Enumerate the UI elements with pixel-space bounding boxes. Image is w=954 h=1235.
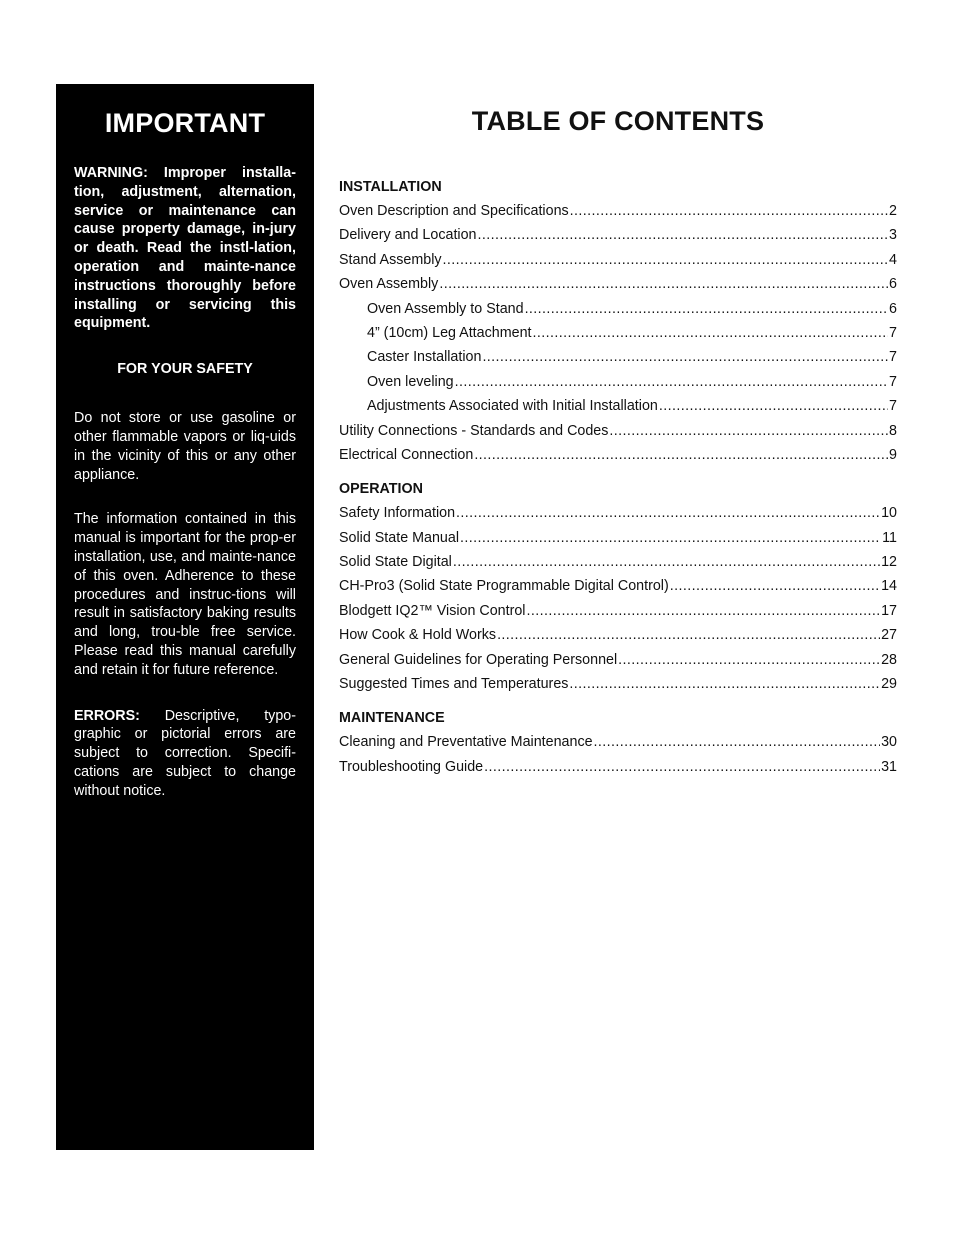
toc-entry-page: 9 [889,446,897,463]
important-sidebar [56,84,314,1150]
dot-leader [525,297,888,321]
toc-entry-label: How Cook & Hold Works [339,627,497,644]
toc-entry-label: Solid State Digital [339,554,452,571]
toc-entry-page: 30 [881,734,897,751]
toc-entry-page: 31 [881,758,897,775]
dot-leader [659,394,888,418]
toc-entry-page: 7 [889,398,897,415]
dot-leader [497,623,880,647]
toc-entry-page: 12 [881,554,897,571]
important-title: IMPORTANT [104,108,266,138]
toc-entry-page: 7 [889,349,897,366]
toc-entry[interactable] [339,623,897,647]
dot-leader [670,574,880,598]
toc-entry-label: CH-Pro3 (Solid State Programmable Digital Control) [339,578,669,595]
toc-title: TABLE OF CONTENTS [471,106,765,136]
toc-entry-page: 7 [889,324,897,341]
dot-leader [618,648,880,672]
toc-entry-page: 2 [889,203,897,219]
toc-entry[interactable] [339,199,897,223]
toc-entry-label: Electrical Connection [339,446,474,463]
section-title-maintenance: MAINTENANCE [339,710,445,727]
toc-subentry[interactable] [339,394,897,418]
dot-leader [453,550,880,574]
toc-entry-label: Solid State Manual [339,529,460,546]
errors-text: Descriptive, typo-graphic or pictorial errors are subject to correction. Specifi-cations are subject to change without notice. [74,707,296,799]
toc-entry[interactable] [339,599,897,623]
toc-entry-page: 11 [882,529,897,546]
toc-entry[interactable] [339,672,897,696]
dot-leader [478,223,889,247]
dot-leader [609,419,888,443]
toc-entry-label: Stand Assembly [339,251,442,268]
toc-entry[interactable] [339,223,897,247]
toc-entry-label: Delivery and Location [339,227,477,244]
toc-entry-label: Safety Information [339,505,456,522]
toc-entry-page: 17 [881,602,897,619]
toc-entry-page: 29 [881,676,897,693]
toc-entry-label: Oven Assembly [339,276,439,293]
manual-info-paragraph: The information contained in this manual is important for the prop-er installation, use, and mainte-nance of this oven. Adherence to these procedures and instruc-tions will result in satisfactory baking results and long, trou-ble free service. Please read this manual carefully and retain it for future reference. [74,511,296,678]
toc-entry[interactable] [339,730,897,754]
dot-leader [594,730,881,754]
toc-entry-page: 7 [889,373,897,390]
dot-leader [443,248,889,272]
toc-entry[interactable] [339,501,897,525]
toc-entry[interactable] [339,755,897,779]
toc-entry[interactable] [339,419,897,443]
toc-entry[interactable] [339,648,897,672]
toc-entry-label: Oven Description and Specifications [339,203,569,219]
toc-entry[interactable] [339,550,897,574]
dot-leader [456,501,880,525]
toc-entry[interactable] [339,272,897,296]
toc-entry-label: Oven leveling [367,373,454,390]
toc-entry-label: Utility Connections - Standards and Codes [339,422,609,439]
dot-leader [474,443,888,467]
toc-entry-label: Cleaning and Preventative Maintenance [339,734,593,751]
toc-entry-label: General Guidelines for Operating Personnel [339,651,618,668]
toc-subentry[interactable] [339,345,897,369]
dot-leader [533,321,889,345]
section-title-operation: OPERATION [339,481,423,498]
safety-heading: FOR YOUR SAFETY [117,361,253,378]
toc-subentry[interactable] [339,321,897,345]
toc-entry-label: 4” (10cm) Leg Attachment [367,324,532,341]
toc-entry-page: 6 [889,300,897,317]
toc-entry-page: 6 [889,276,897,293]
toc-entry[interactable] [339,443,897,467]
dot-leader [570,199,888,223]
toc-entry-label: Suggested Times and Temperatures [339,676,569,693]
toc-entry[interactable] [339,248,897,272]
toc-subentry[interactable] [339,370,897,394]
toc-entry[interactable] [339,526,897,550]
errors-paragraph [74,707,296,801]
toc-entry-page: 28 [881,651,897,668]
toc-entry[interactable] [339,574,897,598]
toc-entry-label: Adjustments Associated with Initial Installation [367,398,658,415]
dot-leader [484,755,880,779]
toc-entry-label: Caster Installation [367,349,482,366]
dot-leader [460,526,881,550]
dot-leader [455,370,888,394]
table-of-contents [339,84,897,779]
toc-entry-page: 27 [881,627,897,644]
toc-entry-page: 8 [889,422,897,439]
toc-entry-label: Oven Assembly to Stand [367,300,524,317]
dot-leader [569,672,880,696]
dot-leader [482,345,888,369]
dot-leader [527,599,881,623]
errors-label: ERRORS: [74,707,140,724]
section-title-installation: INSTALLATION [339,179,442,195]
warning-text: WARNING: Improper installa-tion, adjustment, alternation, service or maintenance can cause property damage, in-jury or death. Read the instl-lation, operation and mainte-nance instructions thoroughly before installing or servicing this equipment. [74,165,296,332]
gasoline-notice: Do not store or use gasoline or other flammable vapors or liq-uids in the vicinity of this or any other appliance. [74,410,296,483]
toc-entry-label: Troubleshooting Guide [339,758,484,775]
toc-entry-page: 4 [889,251,897,268]
toc-entry-page: 14 [881,578,897,595]
toc-subentry[interactable] [339,297,897,321]
toc-entry-page: 10 [881,505,897,522]
toc-entry-page: 3 [889,227,897,244]
dot-leader [439,272,888,296]
toc-entry-label: Blodgett IQ2™ Vision Control [339,602,526,619]
